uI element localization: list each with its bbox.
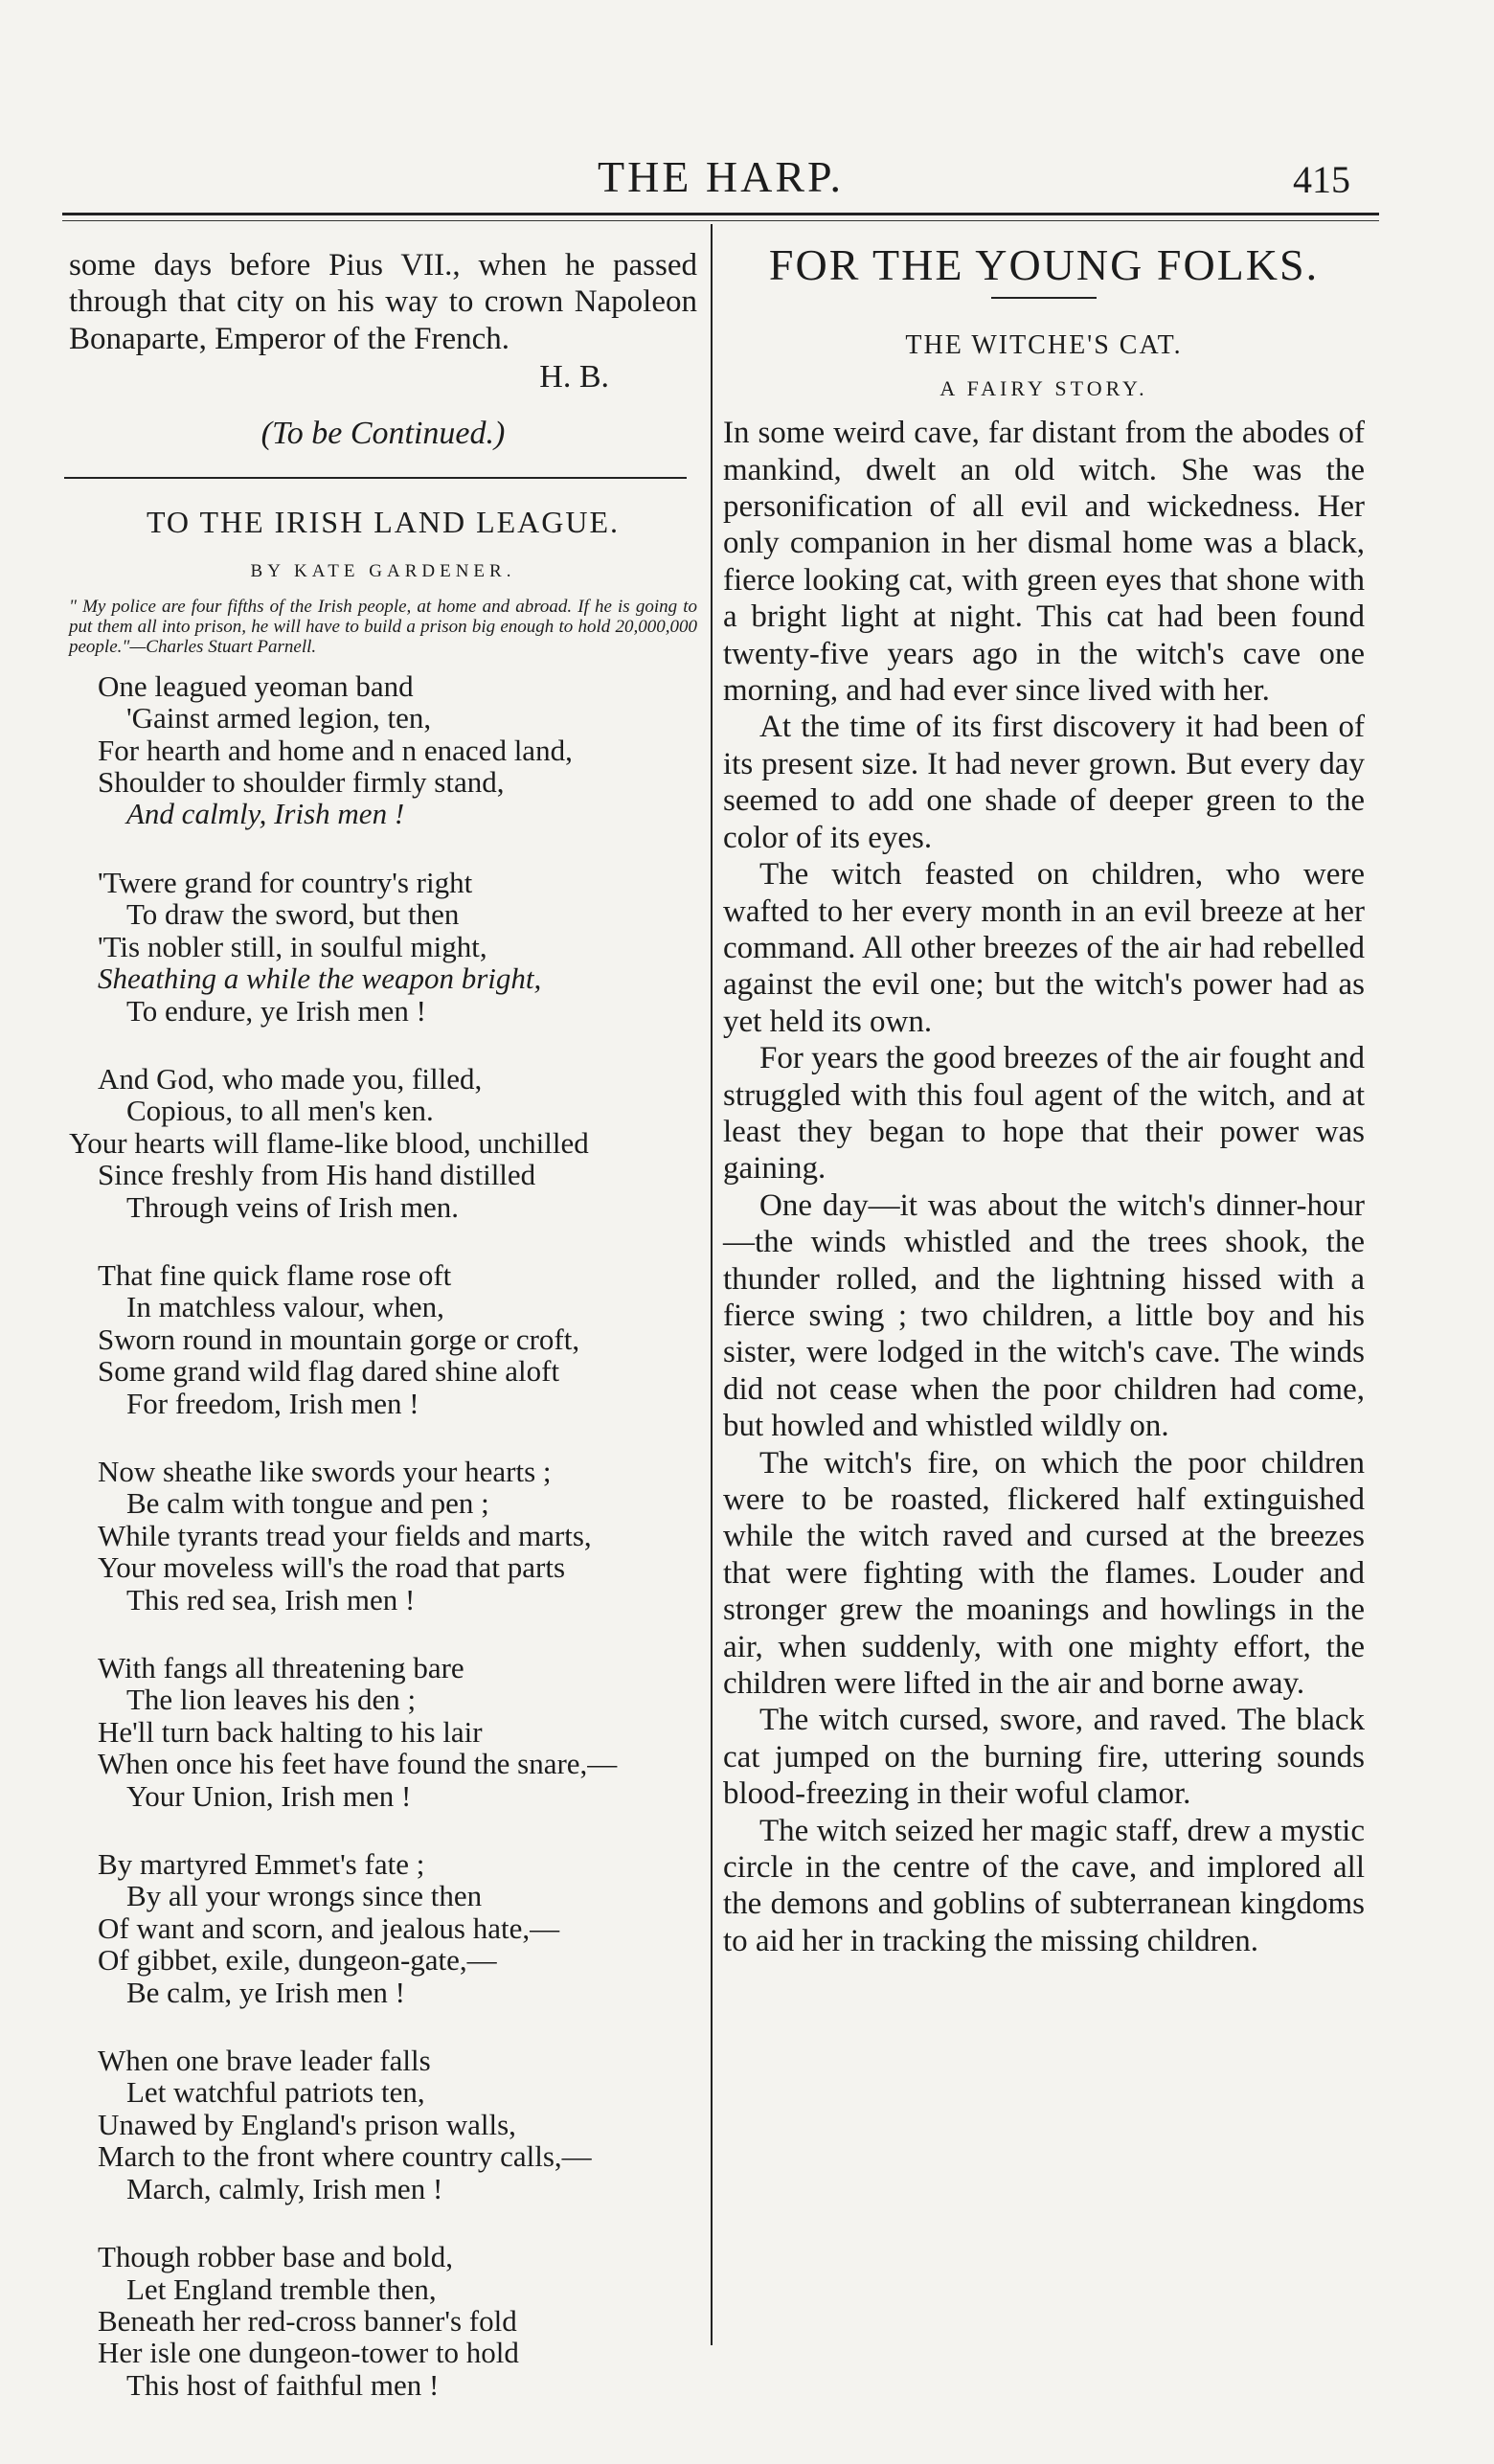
author-initials: H. B. [539,359,609,396]
poem-line: To draw the sword, but then [126,897,460,932]
poem-stanza [69,1259,697,1419]
poem-line: Of gibbet, exile, dungeon-gate,— [98,1943,497,1978]
poem-title: TO THE IRISH LAND LEAGUE. [146,505,621,540]
poem-stanza [69,1063,697,1223]
poem-line: The lion leaves his den ; [126,1683,417,1717]
poem-line: That fine quick flame rose oft [98,1257,452,1292]
poem-line: Beneath her red-cross banner's fold [98,2303,517,2338]
story-paragraph: In some weird cave, far distant from the abodes of mankind, dwelt an old witch. She was the personification of all evil and wickedness. Her only companion in her dismal home was a black, fierce looking cat, with green eyes that shone with a bright light at night. This cat had been found twenty-five years ago in the witch's cave one morning, and had ever since lived with her. [723,416,1365,709]
continuation-text: some days before Pius VII., when he passed through that city on his way to crown Napoleon Bonaparte, Emperor of the French. [69,248,697,356]
poem-line: Be calm with tongue and pen ; [126,1486,489,1521]
poem-line: With fangs all threatening bare [98,1651,464,1684]
section-rule [64,477,687,479]
column-divider [711,224,713,2345]
poem-stanza [69,2241,697,2401]
poem-line: In matchless valour, when, [126,1290,444,1324]
poem-line: Be calm, ye Irish men ! [126,1975,405,2009]
poem-line: Sworn round in mountain gorge or croft, [98,1322,580,1356]
poem-line: Let watchful patriots ten, [126,2075,425,2110]
poem-line: March to the front where country calls,— [98,2139,592,2174]
poem-stanza [69,1848,697,2008]
to-be-continued: (To be Continued.) [260,415,506,451]
poem-line: Copious, to all men's ken. [126,1094,434,1128]
poem-line: Through veins of Irish men. [126,1189,459,1224]
poem-line: Your moveless will's the road that parts [98,1550,566,1585]
story-paragraph: The witch cursed, swore, and raved. The black cat jumped on the burning fire, uttering sounds blood-freezing in their woful clamor. [723,1703,1365,1812]
story-body [723,415,1365,1959]
story-paragraph: For years the good breezes of the air fought and struggled with this foul agent of the witch, and at least they began to hope that their power was gaining. [723,1041,1365,1187]
poem-stanza [69,2045,697,2204]
poem-line: Your Union, Irish men ! [126,1778,412,1813]
header-rule [62,213,1379,215]
poem-line: This host of faithful men ! [126,2367,440,2402]
story-paragraph: One day—it was about the witch's dinner-hour—the winds whistled and the trees shook, the thunder rolled, and the lightning hissed with a fierce swing ; two children, a little boy and his sister, were lodged in the witch's cave. The winds did not cease when the poor children had come, but howled and whistled wildly on. [723,1187,1365,1444]
poem-line: Some grand wild flag dared shine aloft [98,1354,560,1389]
page-header [62,151,1379,209]
poem-line: 'Twere grand for country's right [98,865,473,899]
poem-line: While tyrants tread your fields and marts, [98,1518,592,1552]
poem-line: To endure, ye Irish men ! [126,993,426,1028]
poem-line: Her isle one dungeon-tower to hold [98,2336,519,2370]
running-title: THE HARP. [597,152,845,201]
right-column [723,240,1365,1959]
poem-line: Your hearts will flame-like blood, unchilled [69,1125,589,1160]
poem-stanza [69,1652,697,1812]
story-subtitle: A FAIRY STORY. [939,375,1148,400]
story-paragraph: At the time of its first discovery it had been of its present size. It had never grown. But every day seemed to add one shade of deeper green to the color of its eyes. [723,710,1365,855]
poem-line: Unawed by England's prison walls, [98,2107,516,2141]
poem-line: For hearth and home and n enaced land, [98,733,573,767]
epigraph-text: " My police are four fifths of the Irish people, at home and abroad. If he is going to put them all into prison, he will have to build a prison big enough to hold 20,000,000 people."—Charles Stuart Parnell. [69,596,697,657]
poem-line: Let England tremble then, [126,2272,437,2306]
poem-line: When once his feet have found the snare,— [98,1747,618,1781]
poem-line: This red sea, Irish men ! [126,1582,416,1616]
poem-line: By martyred Emmet's fate ; [98,1847,425,1882]
page-number: 415 [1293,158,1350,201]
poem-body [69,670,697,2401]
poem-line: By all your wrongs since then [126,1879,483,1913]
poem-stanza [69,670,697,830]
article-continuation [69,247,697,357]
story-paragraph: The witch feasted on children, who were wafted to her every month in an evil breeze at her command. All other breezes of the air had rebelled against the evil one; but the witch's power had as yet held its own. [723,857,1365,1039]
poem-line: March, calmly, Irish men ! [126,2171,443,2205]
poem-line: Of want and scorn, and jealous hate,— [98,1910,560,1945]
poem-line: 'Tis nobler still, in soulful might, [98,929,487,963]
poem-line: One leagued yeoman band [98,668,414,703]
poem-line: Now sheathe like swords your hearts ; [98,1454,552,1488]
poem-line: For freedom, Irish men ! [126,1386,419,1420]
poem-line: Though robber base and bold, [98,2240,454,2274]
poem-line: Since freshly from His hand distilled [98,1158,536,1192]
story-title: THE WITCHE'S CAT. [905,330,1183,361]
title-rule [991,297,1097,299]
header-rule-thin [62,220,1379,221]
left-column [69,247,697,2437]
poem-line: He'll turn back halting to his lair [98,1714,483,1749]
story-paragraph: The witch's fire, on which the poor children were to be roasted, flickered half extinguished while the witch raved and cursed at the breezes that were fighting with the flames. Louder and stronger grew the moanings and howlings in the air, when suddenly, with one mighty effort, the children were lifted in the air and borne away. [723,1445,1365,1702]
section-title: FOR THE YOUNG FOLKS. [768,240,1320,289]
poem-stanza [69,1456,697,1616]
poem-stanza [69,867,697,1027]
poem-line: Shoulder to shoulder firmly stand, [98,765,505,800]
poem-line: And God, who made you, filled, [98,1061,483,1096]
poem-byline: BY KATE GARDENER. [250,561,516,582]
poem-line: When one brave leader falls [98,2044,431,2078]
poem-line: 'Gainst armed legion, ten, [126,701,432,735]
poem-line: And calmly, Irish men ! [126,797,405,831]
poem-epigraph [69,597,697,657]
poem-line: Sheathing a while the weapon bright, [98,961,542,996]
story-paragraph: The witch seized her magic staff, drew a mystic circle in the centre of the cave, and implored all the demons and goblins of subterranean kingdoms to aid her in tracking the missing children. [723,1813,1365,1958]
